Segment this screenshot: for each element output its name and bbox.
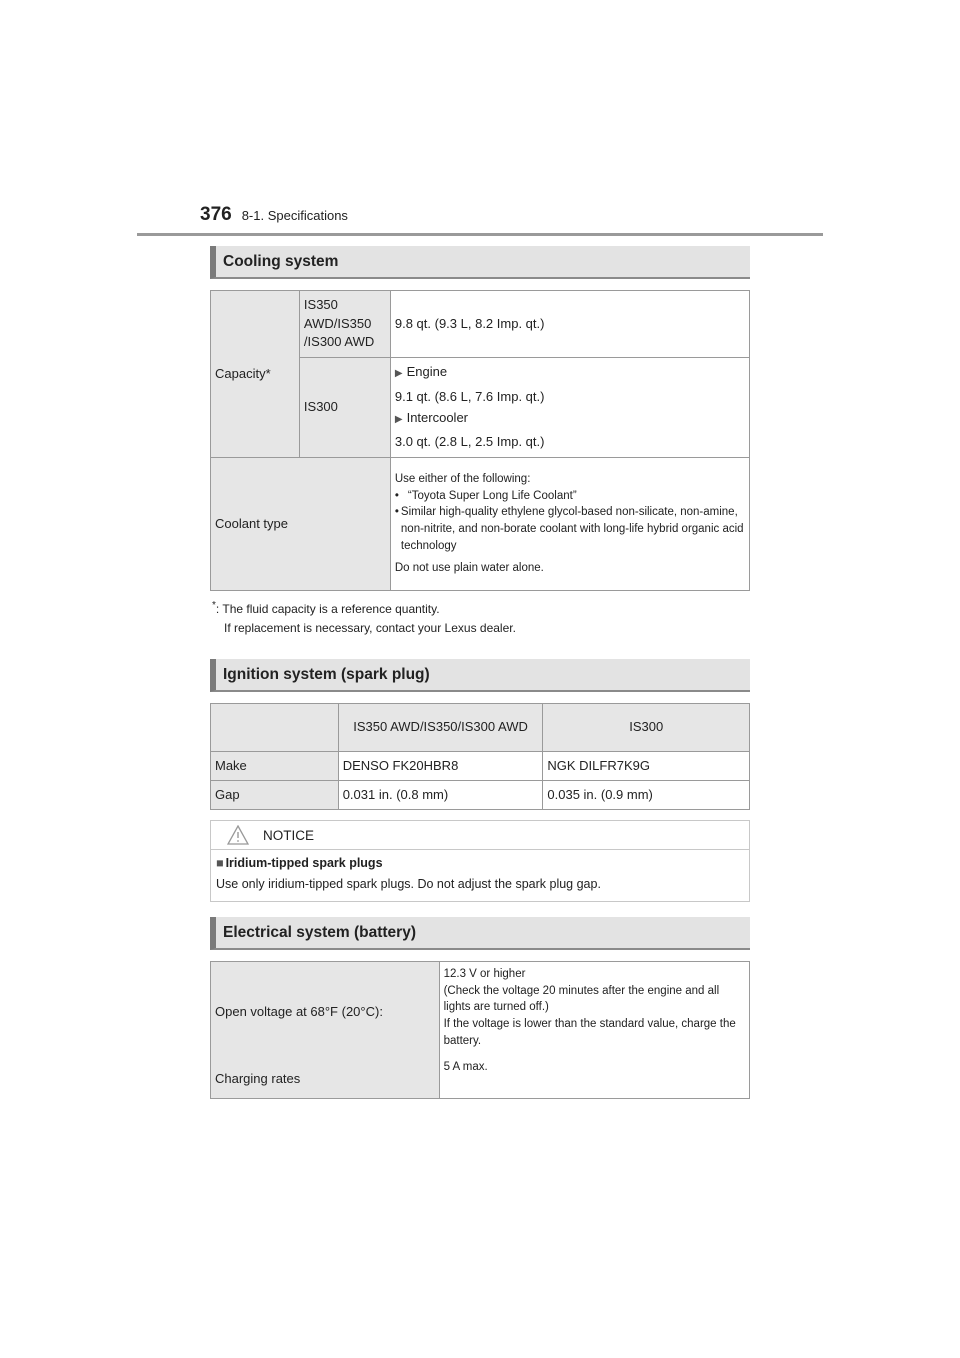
list-item: • Similar high-quality ethylene glycol-based non-silicate, non-amine, non-nitrite, and non-borate coolant with long-life hybrid organic acid technology <box>395 504 745 554</box>
page-header <box>200 204 348 232</box>
table-cell: NGK DILFR7K9G <box>543 752 750 781</box>
column-header <box>211 704 339 752</box>
table-cell: DENSO FK20HBR8 <box>338 752 543 781</box>
list-item: • “Toyota Super Long Life Coolant” <box>395 488 745 505</box>
engine-label: Engine <box>406 363 448 379</box>
cooling-system-heading: Cooling system <box>210 246 750 279</box>
intercooler-label: Intercooler <box>406 409 468 425</box>
table-row <box>211 781 750 810</box>
notice-body: Use only iridium-tipped spark plugs. Do not adjust the spark plug gap. <box>216 877 601 891</box>
row-label: Gap <box>211 781 339 810</box>
square-bullet-icon: ■ <box>216 856 224 870</box>
table-row <box>211 752 750 781</box>
open-voltage-value: 12.3 V or higher <box>443 968 526 980</box>
footnote-line-2: If replacement is necessary, contact your Lexus dealer. <box>224 621 516 636</box>
model-cell: IS350 AWD/IS350 /IS300 AWD <box>299 291 390 358</box>
page-number: 376 <box>200 204 232 225</box>
table-header-row <box>211 704 750 752</box>
open-voltage-instruction: (Check the voltage 20 minutes after the engine and all lights are turned off.) <box>443 984 720 1014</box>
capacity-value: 9.8 qt. (9.3 L, 8.2 Imp. qt.) <box>390 291 749 358</box>
intercooler-value: 3.0 qt. (2.8 L, 2.5 Imp. qt.) <box>394 434 545 450</box>
footnote-line-1: The fluid capacity is a reference quantity. <box>222 602 440 616</box>
table-cell: 0.031 in. (0.8 mm) <box>338 781 543 810</box>
row-label: Make <box>211 752 339 781</box>
model-cell: IS300 <box>299 358 390 458</box>
coolant-type-value <box>390 458 749 591</box>
electrical-system-heading: Electrical system (battery) <box>210 917 750 950</box>
open-voltage-label: Open voltage at 68°F (20°C): <box>215 1003 383 1019</box>
charging-rates-label: Charging rates <box>215 1070 301 1086</box>
ignition-system-table <box>210 703 750 810</box>
electrical-system-table <box>210 961 750 1099</box>
charging-rates-value: 5 A max. <box>443 1061 488 1074</box>
capacity-label: Capacity* <box>211 291 300 458</box>
warning-icon <box>227 825 249 845</box>
coolant-type-label: Coolant type <box>211 458 391 591</box>
battery-value-cell <box>439 962 749 1099</box>
table-row <box>211 291 750 358</box>
coolant-intro: Use either of the following: <box>394 472 531 485</box>
notice-header <box>211 821 749 850</box>
footnote: *: The fluid capacity is a reference quantity. If replacement is necessary, contact your Lexus dealer. <box>212 598 516 638</box>
notice-subheading: ■ Iridium-tipped spark plugs <box>216 856 383 870</box>
table-cell: 0.035 in. (0.9 mm) <box>543 781 750 810</box>
open-voltage-note: If the voltage is lower than the standard value, charge the battery. <box>443 1018 736 1047</box>
table-row <box>211 962 750 1099</box>
section-title: 8-1. Specifications <box>241 208 348 223</box>
engine-value: 9.1 qt. (8.6 L, 7.6 Imp. qt.) <box>394 388 545 404</box>
bullet-icon: • <box>394 489 399 502</box>
triangle-right-icon: ▶ <box>394 413 403 425</box>
bullet-icon: • <box>394 506 399 519</box>
ignition-system-heading: Ignition system (spark plug) <box>210 659 750 692</box>
coolant-note: Do not use plain water alone. <box>394 562 544 575</box>
table-row <box>211 458 750 591</box>
column-header: IS300 <box>543 704 750 752</box>
header-rule <box>137 233 823 236</box>
battery-label-cell <box>211 962 440 1099</box>
capacity-value-cell <box>390 358 749 458</box>
column-header: IS350 AWD/IS350/IS300 AWD <box>338 704 543 752</box>
cooling-system-table <box>210 290 750 591</box>
notice-title: NOTICE <box>263 827 315 843</box>
triangle-right-icon: ▶ <box>394 367 403 379</box>
notice-box <box>210 820 750 902</box>
